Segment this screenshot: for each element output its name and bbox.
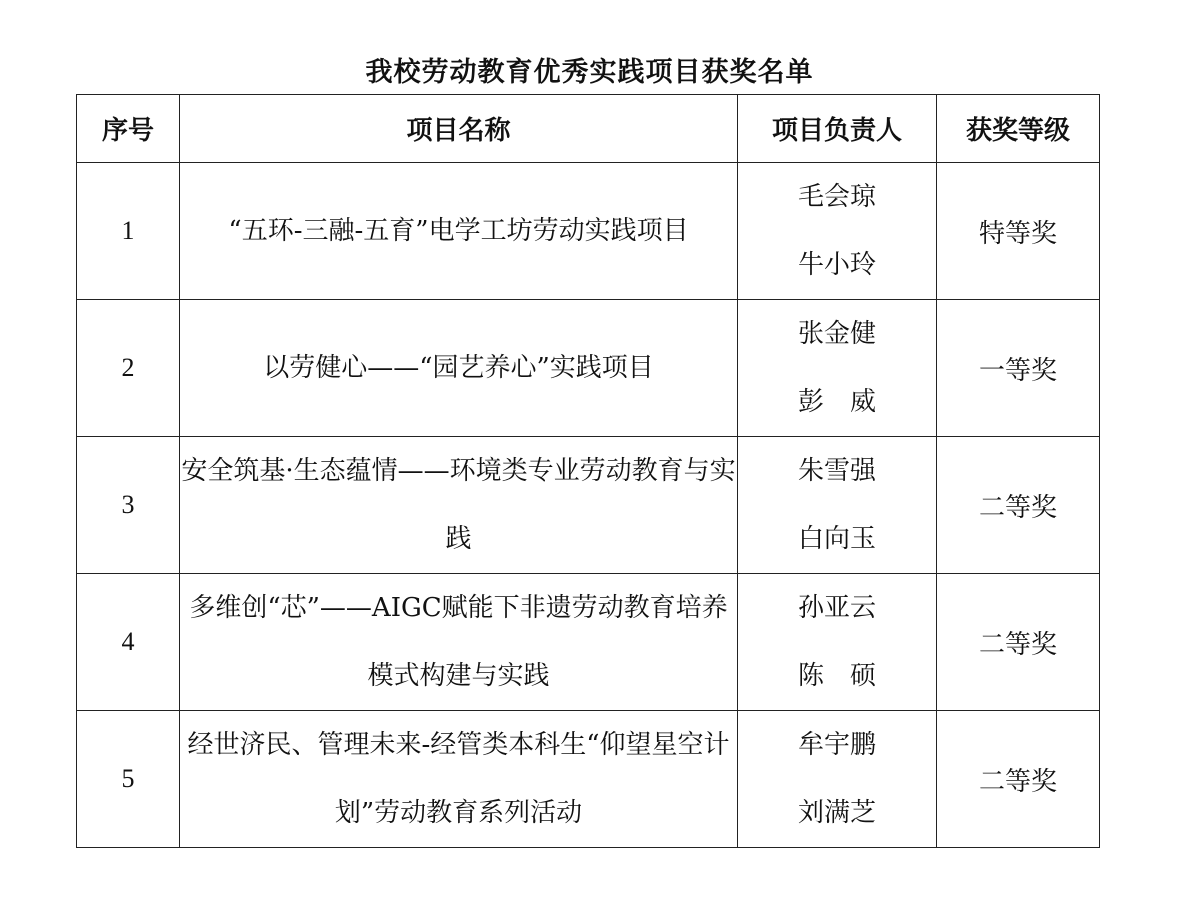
row-index: 2	[77, 300, 180, 437]
page-title: 我校劳动教育优秀实践项目获奖名单	[365, 57, 814, 88]
award-level: 特等奖	[937, 163, 1100, 300]
project-name: “五环-三融-五育”电学工坊劳动实践项目	[180, 163, 738, 300]
leader-cell	[738, 711, 937, 848]
row-index: 3	[77, 437, 180, 574]
table-row	[77, 437, 1100, 574]
table-row	[77, 163, 1100, 300]
award-level: 二等奖	[937, 711, 1100, 848]
column-header-award: 获奖等级	[937, 95, 1100, 163]
project-name: 安全筑基·生态蕴情——环境类专业劳动教育与实践	[180, 437, 738, 574]
project-name: 以劳健心——“园艺养心”实践项目	[180, 300, 738, 437]
leader-name: 毛会琼	[797, 182, 876, 212]
leader-name: 牟宇鹏	[797, 730, 876, 760]
table-row	[77, 711, 1100, 848]
table-header-row	[77, 95, 1100, 163]
leader-name: 陈 硕	[797, 661, 876, 691]
leader-cell	[738, 163, 937, 300]
award-level: 二等奖	[937, 437, 1100, 574]
leader-name: 张金健	[797, 319, 876, 349]
award-table	[76, 94, 1100, 848]
leader-cell	[738, 437, 937, 574]
project-name: 经世济民、管理未来-经管类本科生“仰望星空计划”劳动教育系列活动	[180, 711, 738, 848]
column-header-leader: 项目负责人	[738, 95, 937, 163]
leader-name: 刘满芝	[797, 798, 876, 828]
column-header-project: 项目名称	[180, 95, 738, 163]
leader-cell	[738, 300, 937, 437]
leader-name: 孙亚云	[797, 593, 876, 623]
award-level: 二等奖	[937, 574, 1100, 711]
leader-cell	[738, 574, 937, 711]
award-level: 一等奖	[937, 300, 1100, 437]
row-index: 1	[77, 163, 180, 300]
table-row	[77, 300, 1100, 437]
leader-name: 白向玉	[797, 524, 876, 554]
column-header-index: 序号	[77, 95, 180, 163]
leader-name: 朱雪强	[797, 456, 876, 486]
leader-name: 牛小玲	[797, 250, 876, 280]
row-index: 4	[77, 574, 180, 711]
table-row	[77, 574, 1100, 711]
leader-name: 彭 威	[797, 387, 876, 417]
row-index: 5	[77, 711, 180, 848]
project-name: 多维创“芯”——AIGC赋能下非遗劳动教育培养模式构建与实践	[180, 574, 738, 711]
